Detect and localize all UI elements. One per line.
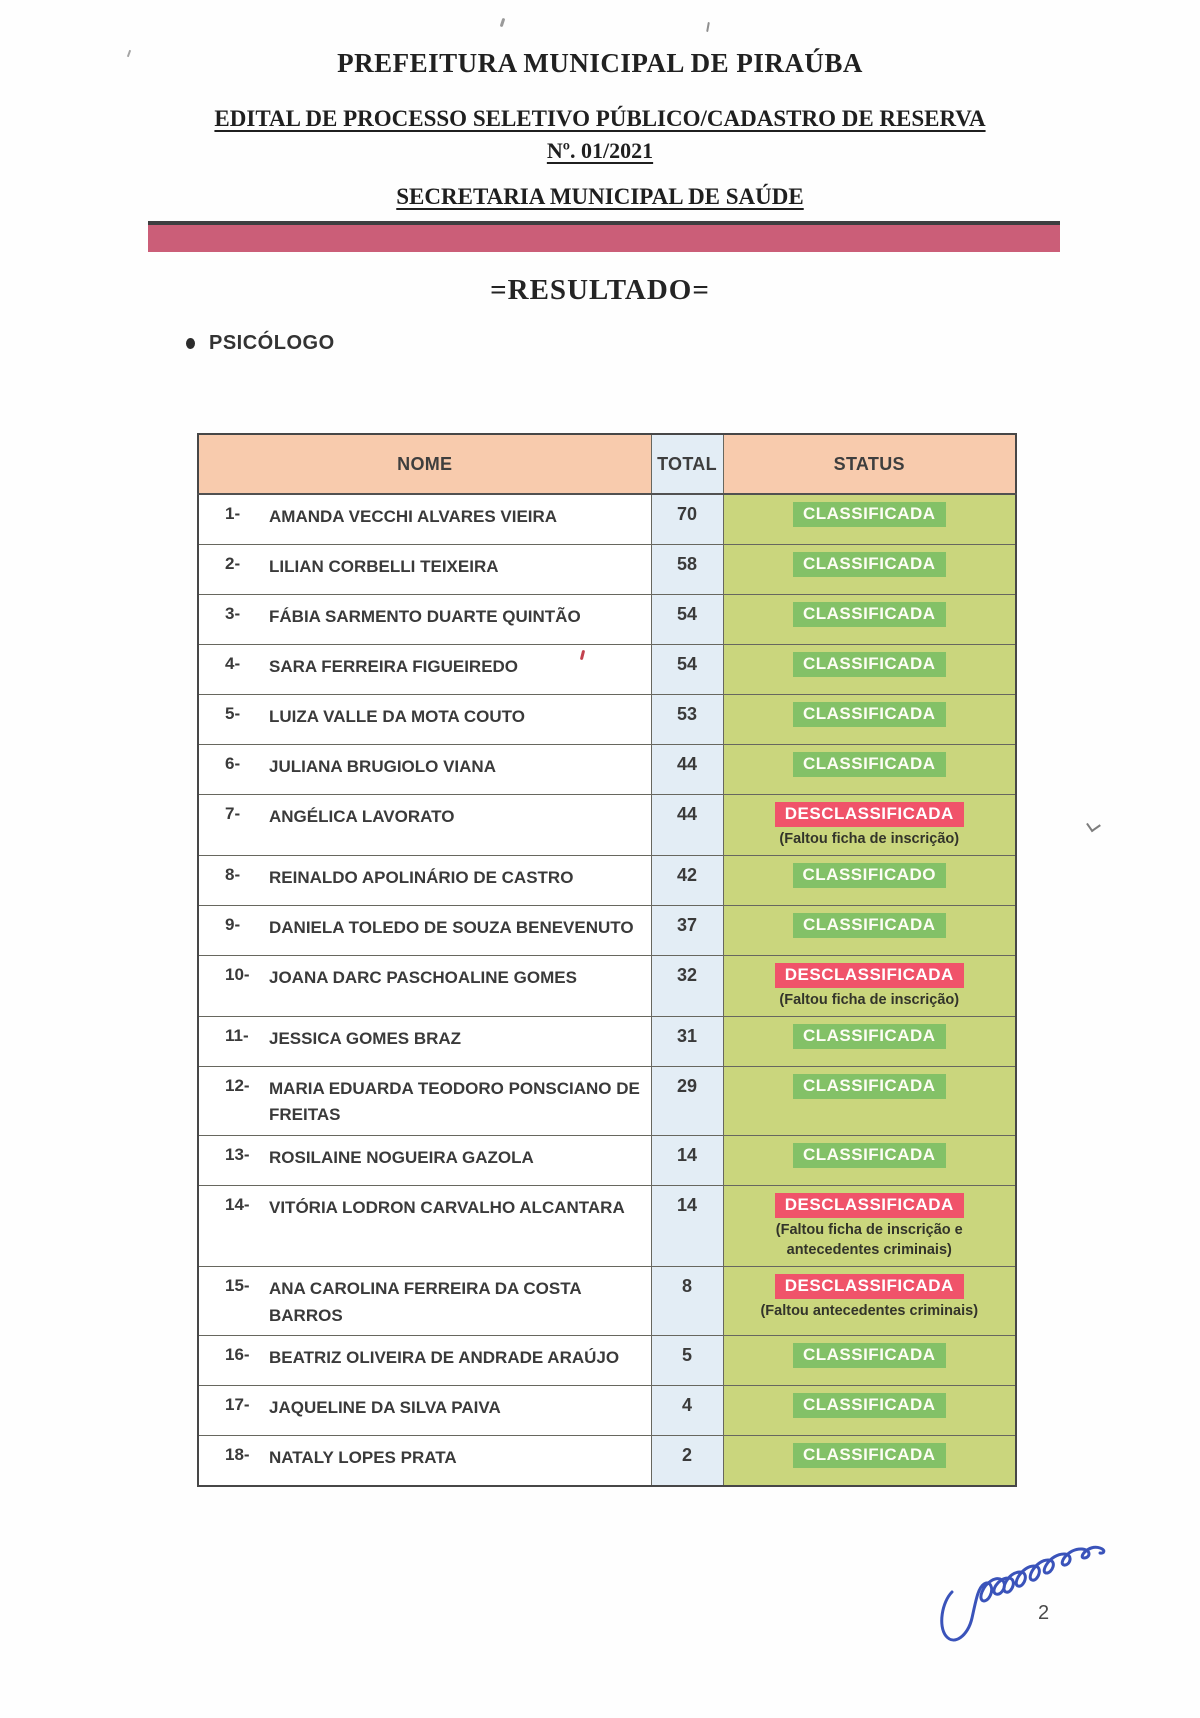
table-row [198, 544, 1016, 594]
table-row [198, 955, 1016, 1016]
candidate-name: AMANDA VECCHI ALVARES VIEIRA [269, 507, 558, 526]
table-row [198, 1017, 1016, 1067]
column-header-total: TOTAL [651, 434, 723, 494]
page-number: 2 [1038, 1602, 1050, 1624]
candidate-number: 8- [225, 864, 241, 884]
candidate-name: VITÓRIA LODRON CARVALHO ALCANTARA [269, 1197, 625, 1217]
status-cell [723, 1067, 1016, 1136]
total-value: 37 [651, 905, 723, 955]
bullet-icon [186, 338, 195, 349]
total-value: 14 [651, 1185, 723, 1267]
candidate-name: LILIAN CORBELLI TEIXEIRA [269, 556, 499, 576]
table-row [198, 1185, 1016, 1267]
candidate-number: 10- [225, 964, 250, 984]
status-cell [723, 955, 1016, 1016]
table-row [198, 1135, 1016, 1185]
candidate-name-cell [198, 1386, 651, 1436]
status-badge: CLASSIFICADA [793, 1393, 946, 1418]
candidate-name-cell [198, 1185, 651, 1267]
candidate-name: NATALY LOPES PRATA [269, 1448, 457, 1468]
table-row [198, 1386, 1016, 1436]
status-badge: DESCLASSIFICADA [775, 802, 964, 827]
status-cell [723, 494, 1016, 544]
table-row [198, 1267, 1016, 1336]
status-cell [723, 744, 1016, 794]
candidate-number: 9- [225, 914, 241, 934]
candidate-name: REINALDO APOLINÁRIO DE CASTRO [269, 867, 574, 887]
candidate-number: 2- [225, 553, 241, 573]
status-badge: CLASSIFICADA [793, 552, 946, 577]
candidate-number: 7- [225, 803, 241, 823]
status-badge: DESCLASSIFICADA [775, 1193, 964, 1218]
candidate-name: FÁBIA SARMENTO DUARTE QUINTÃO [269, 606, 581, 626]
edital-heading: EDITAL DE PROCESSO SELETIVO PÚBLICO/CADASTRO DE RESERVA [214, 106, 986, 131]
status-cell [723, 1436, 1016, 1486]
candidate-name: JOANA DARC PASCHOALINE GOMES [269, 967, 577, 987]
status-cell [723, 1135, 1016, 1185]
candidate-number: 18- [225, 1445, 250, 1465]
status-cell [723, 1267, 1016, 1336]
candidate-name: ANGÉLICA LAVORATO [269, 806, 455, 826]
table-row [198, 1336, 1016, 1386]
candidate-name-cell [198, 905, 651, 955]
candidate-name-cell [198, 855, 651, 905]
page-title: PREFEITURA MUNICIPAL DE PIRAÚBA [337, 48, 863, 78]
total-value: 4 [651, 1386, 723, 1436]
status-note: (Faltou ficha de inscrição e antecedentes criminais) [775, 1221, 963, 1259]
scan-artifact [500, 18, 506, 27]
table-row [198, 694, 1016, 744]
divider-banner [148, 221, 1060, 252]
table-row [198, 594, 1016, 644]
status-badge: CLASSIFICADA [793, 652, 946, 677]
status-cell [723, 1386, 1016, 1436]
candidate-name: ROSILAINE NOGUEIRA GAZOLA [269, 1147, 534, 1167]
candidate-name: JAQUELINE DA SILVA PAIVA [269, 1398, 501, 1418]
role-bullet-item [186, 332, 335, 355]
scan-artifact [706, 22, 710, 32]
status-note: (Faltou ficha de inscrição) [779, 830, 960, 847]
status-note: (Faltou ficha de inscrição) [779, 991, 960, 1008]
status-cell [723, 1185, 1016, 1267]
status-badge: CLASSIFICADA [793, 1443, 946, 1468]
result-heading: =RESULTADO= [490, 274, 710, 306]
total-value: 53 [651, 694, 723, 744]
status-cell [723, 644, 1016, 694]
status-badge: CLASSIFICADA [793, 1024, 946, 1049]
total-value: 58 [651, 544, 723, 594]
candidate-name: BEATRIZ OLIVEIRA DE ANDRADE ARAÚJO [269, 1348, 620, 1368]
status-cell [723, 544, 1016, 594]
column-header-status: STATUS [723, 434, 1016, 494]
candidate-name-cell [198, 1017, 651, 1067]
status-cell [723, 594, 1016, 644]
candidate-name: JULIANA BRUGIOLO VIANA [269, 756, 496, 776]
candidate-name-cell [198, 594, 651, 644]
status-badge: CLASSIFICADA [793, 1143, 946, 1168]
table-row [198, 644, 1016, 694]
results-table [197, 433, 1017, 1487]
status-badge: CLASSIFICADA [793, 913, 946, 938]
total-value: 54 [651, 644, 723, 694]
table-row [198, 744, 1016, 794]
scan-artifact [1086, 818, 1101, 833]
status-badge: CLASSIFICADO [793, 863, 947, 888]
total-value: 5 [651, 1336, 723, 1386]
candidate-number: 1- [225, 504, 241, 523]
total-value: 44 [651, 794, 723, 855]
candidate-name-cell [198, 544, 651, 594]
candidate-number: 11- [225, 1026, 249, 1046]
status-cell [723, 1336, 1016, 1386]
candidate-name-cell [198, 744, 651, 794]
status-note: (Faltou antecedentes criminais) [760, 1303, 979, 1320]
candidate-name: LUIZA VALLE DA MOTA COUTO [269, 706, 525, 726]
status-badge: CLASSIFICADA [793, 702, 946, 727]
candidate-name-cell [198, 1135, 651, 1185]
status-badge: CLASSIFICADA [793, 602, 946, 627]
column-header-nome: NOME [198, 434, 651, 494]
candidate-number: 13- [225, 1144, 250, 1164]
status-badge: CLASSIFICADA [793, 752, 946, 777]
candidate-number: 14- [225, 1194, 250, 1214]
candidate-name: MARIA EDUARDA TEODORO PONSCIANO DE FREITAS [269, 1079, 640, 1125]
status-badge: CLASSIFICADA [793, 502, 946, 527]
candidate-number: 6- [225, 753, 241, 773]
total-value: 42 [651, 855, 723, 905]
table-row [198, 855, 1016, 905]
candidate-name-cell [198, 794, 651, 855]
candidate-name-cell [198, 1436, 651, 1486]
status-badge: CLASSIFICADA [793, 1343, 946, 1368]
table-row [198, 794, 1016, 855]
candidate-name-cell [198, 1336, 651, 1386]
total-value: 14 [651, 1135, 723, 1185]
total-value: 54 [651, 594, 723, 644]
status-cell [723, 694, 1016, 744]
status-cell [723, 855, 1016, 905]
candidate-number: 4- [225, 653, 241, 673]
status-badge: CLASSIFICADA [793, 1074, 946, 1099]
candidate-number: 3- [225, 603, 241, 623]
table-row [198, 1067, 1016, 1136]
total-value: 2 [651, 1436, 723, 1486]
status-badge: DESCLASSIFICADA [775, 963, 964, 988]
candidate-number: 16- [225, 1345, 250, 1365]
total-value: 8 [651, 1267, 723, 1336]
candidate-name: DANIELA TOLEDO DE SOUZA BENEVENUTO [269, 917, 634, 937]
signature-scribble [938, 1540, 1123, 1655]
status-badge: DESCLASSIFICADA [775, 1274, 964, 1299]
role-label: PSICÓLOGO [209, 332, 335, 354]
candidate-number: 12- [225, 1076, 250, 1096]
candidate-name: JESSICA GOMES BRAZ [269, 1029, 462, 1049]
candidate-name: SARA FERREIRA FIGUEIREDO [269, 656, 519, 676]
candidate-name-cell [198, 1267, 651, 1336]
status-cell [723, 905, 1016, 955]
candidate-name-cell [198, 955, 651, 1016]
table-header-row [198, 434, 1016, 494]
status-cell [723, 794, 1016, 855]
total-value: 32 [651, 955, 723, 1016]
table-row [198, 905, 1016, 955]
total-value: 44 [651, 744, 723, 794]
candidate-number: 17- [225, 1395, 250, 1415]
candidate-number: 15- [225, 1276, 250, 1296]
edital-number: Nº. 01/2021 [546, 138, 654, 163]
department-heading: SECRETARIA MUNICIPAL DE SAÚDE [396, 184, 804, 209]
table-row [198, 1436, 1016, 1486]
table-row [198, 494, 1016, 544]
total-value: 31 [651, 1017, 723, 1067]
candidate-name-cell [198, 1067, 651, 1136]
candidate-name: ANA CAROLINA FERREIRA DA COSTA BARROS [269, 1279, 581, 1325]
candidate-name-cell [198, 494, 651, 544]
candidate-name-cell [198, 694, 651, 744]
total-value: 70 [651, 494, 723, 544]
total-value: 29 [651, 1067, 723, 1136]
candidate-number: 5- [225, 703, 241, 723]
status-cell [723, 1017, 1016, 1067]
results-table-body [198, 494, 1016, 1486]
